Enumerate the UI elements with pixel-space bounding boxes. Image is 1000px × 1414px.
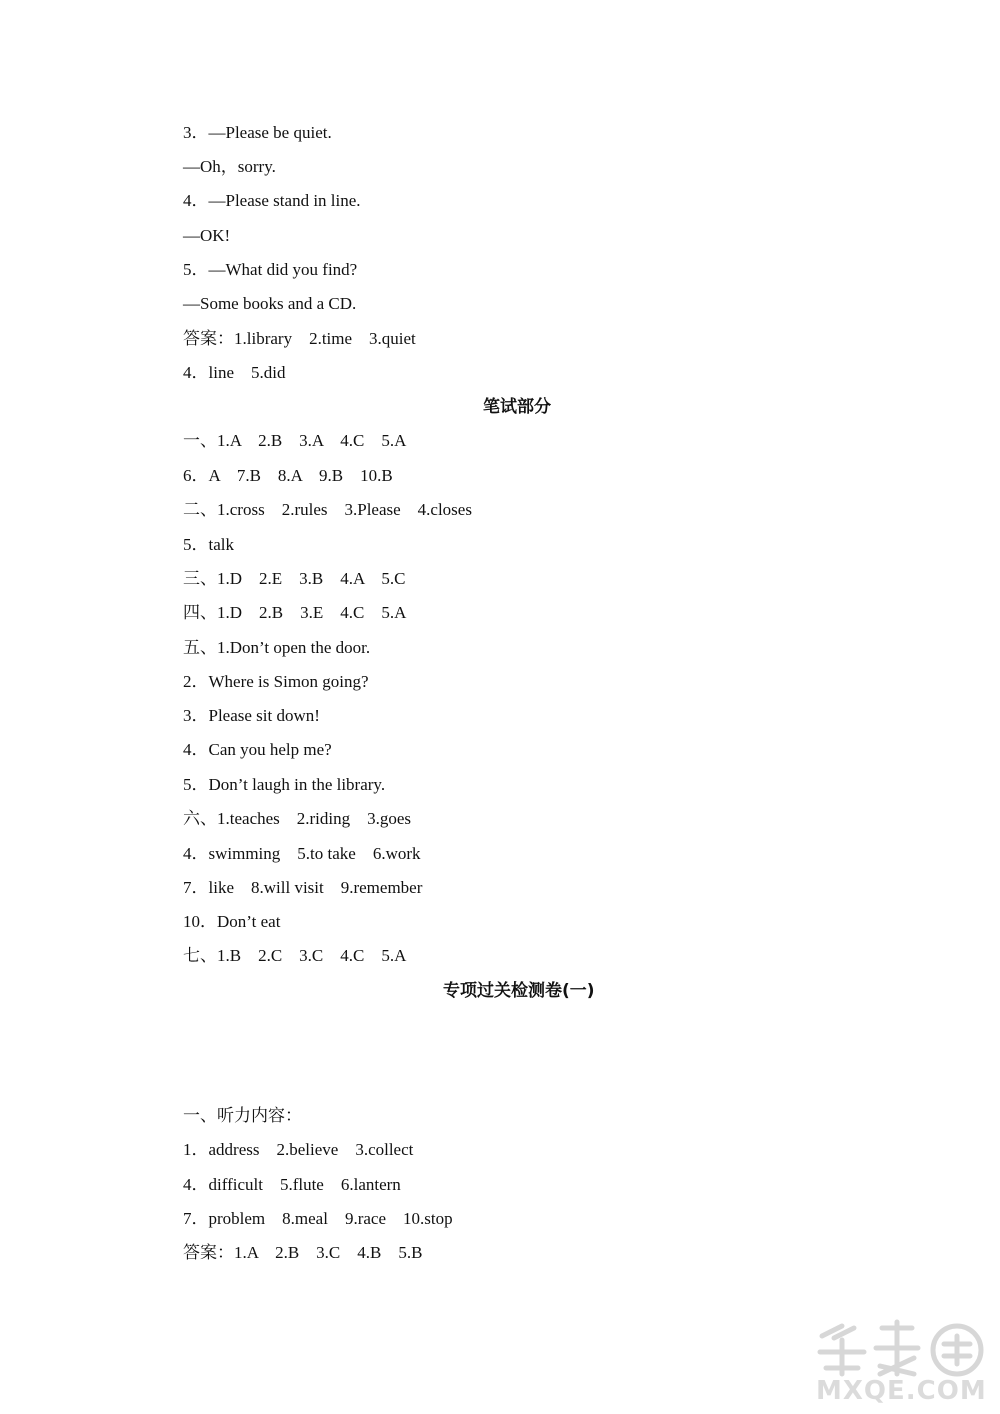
section-heading: 专项过关检测卷(一) [443, 981, 595, 1001]
text-line: 4．—Please stand in line. [183, 191, 361, 210]
text-line: 一、听力内容： [183, 1106, 302, 1125]
text-line: 2．Where is Simon going? [183, 672, 369, 691]
text-line: 4．swimming 5.to take 6.work [183, 844, 421, 863]
section-heading: 笔试部分 [483, 397, 551, 417]
text-line: 7．like 8.will visit 9.remember [183, 878, 423, 897]
text-line: 5．—What did you find? [183, 260, 358, 279]
answer-line: 答案：1.library 2.time 3.quiet [183, 329, 416, 348]
text-line: 一、1.A 2.B 3.A 4.C 5.A [183, 431, 407, 450]
text-line: 5．Don’t laugh in the library. [183, 775, 386, 794]
text-line: 4．Can you help me? [183, 740, 332, 759]
text-line: 五、1.Don’t open the door. [183, 638, 371, 657]
text-line: 1．address 2.believe 3.collect [183, 1140, 414, 1159]
text-line: 3．Please sit down! [183, 706, 320, 725]
site-watermark [812, 1318, 992, 1408]
text-line: 10．Don’t eat [183, 912, 281, 931]
watermark-site-text: MXQE.COM [816, 1376, 987, 1406]
answer-line: 答案：1.A 2.B 3.C 4.B 5.B [183, 1243, 423, 1262]
text-line: —Oh，sorry. [183, 157, 276, 176]
text-line: 3．—Please be quiet. [183, 123, 332, 142]
text-line: 二、1.cross 2.rules 3.Please 4.closes [183, 500, 472, 519]
text-line: 六、1.teaches 2.riding 3.goes [183, 809, 412, 828]
text-line: —OK! [183, 226, 231, 245]
text-line: —Some books and a CD. [183, 294, 357, 313]
text-line: 4．difficult 5.flute 6.lantern [183, 1175, 401, 1194]
text-line: 4．line 5.did [183, 363, 286, 382]
watermark-logo-icon [812, 1318, 992, 1378]
text-line: 三、1.D 2.E 3.B 4.A 5.C [183, 569, 406, 588]
text-line: 四、1.D 2.B 3.E 4.C 5.A [183, 603, 407, 622]
text-line: 七、1.B 2.C 3.C 4.C 5.A [183, 946, 407, 965]
text-line: 7．problem 8.meal 9.race 10.stop [183, 1209, 453, 1228]
text-line: 5．talk [183, 535, 234, 554]
text-line: 6．A 7.B 8.A 9.B 10.B [183, 466, 393, 485]
